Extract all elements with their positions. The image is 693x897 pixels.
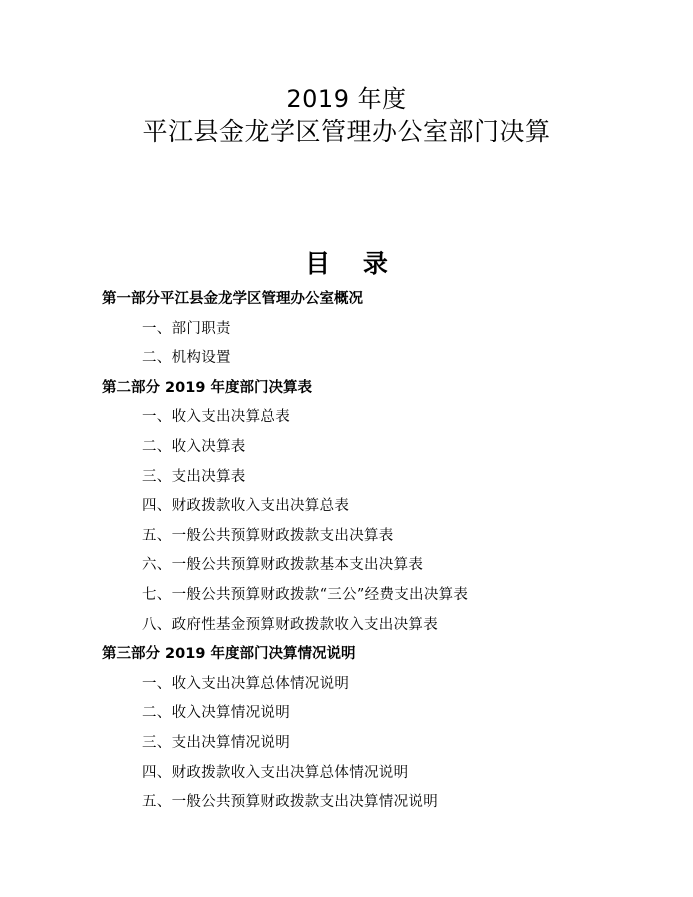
toc-item: 三、支出决算表 (142, 468, 246, 485)
toc-item: 二、收入决算表 (142, 438, 246, 455)
table-of-contents (102, 285, 622, 818)
toc-item: 一、部门职责 (142, 320, 231, 337)
toc-item: 一、收入支出决算总表 (142, 409, 290, 426)
toc-item: 二、收入决算情况说明 (142, 705, 290, 722)
toc-item: 二、机构设置 (142, 350, 231, 367)
document-year-title: 2019 年度 (286, 85, 407, 113)
document-main-title: 平江县金龙学区管理办公室部门决算 (142, 117, 551, 146)
toc-part-3: 第三部分 2019 年度部门决算情况说明 (102, 646, 356, 663)
toc-item: 五、一般公共预算财政拨款支出决算表 (142, 527, 394, 544)
toc-item: 七、一般公共预算财政拨款“三公”经费支出决算表 (142, 586, 469, 603)
toc-item: 一、收入支出决算总体情况说明 (142, 675, 350, 692)
toc-item: 五、一般公共预算财政拨款支出决算情况说明 (142, 794, 438, 811)
toc-heading: 目 录 (305, 249, 400, 278)
toc-item: 八、政府性基金预算财政拨款收入支出决算表 (142, 616, 438, 633)
toc-item: 六、一般公共预算财政拨款基本支出决算表 (142, 557, 424, 574)
toc-item: 四、财政拨款收入支出决算总体情况说明 (142, 764, 409, 781)
toc-item: 三、支出决算情况说明 (142, 734, 290, 751)
toc-part-2: 第二部分 2019 年度部门决算表 (102, 379, 312, 396)
toc-part-1: 第一部分平江县金龙学区管理办公室概况 (102, 291, 363, 307)
toc-item: 四、财政拨款收入支出决算总表 (142, 498, 350, 515)
